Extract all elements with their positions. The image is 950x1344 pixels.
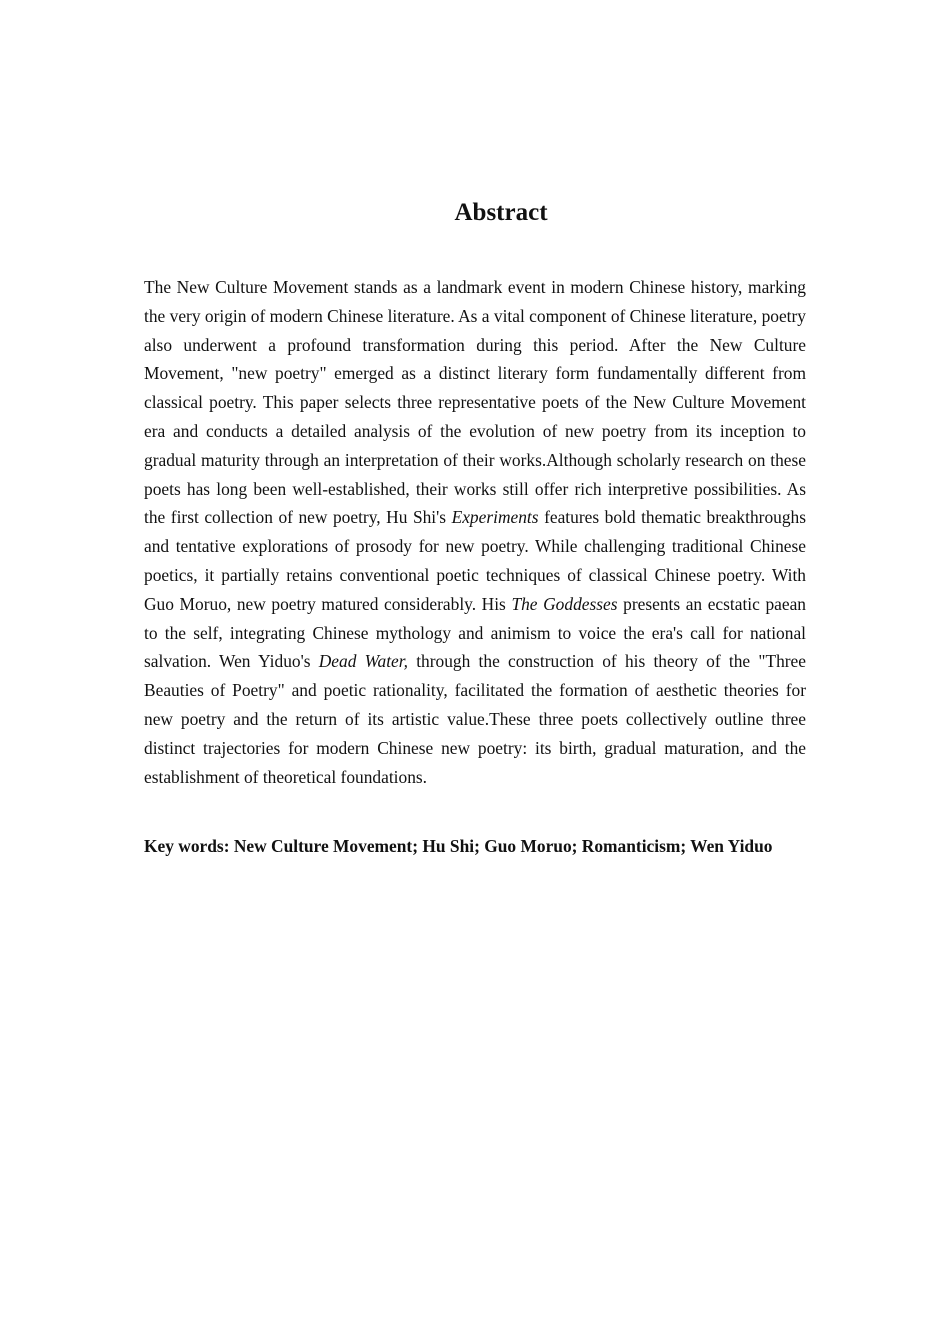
book-title-dead-water: Dead Water,	[318, 651, 408, 672]
abstract-text-part-2: features bold thematic breakthroughs and tentative explorations of prosody for new poetry. While challenging traditional Chinese poetics, it partially retains conventional poetic techniques of classical Chinese poetry. With Guo Moruo, new poetry matured considerably. His	[144, 507, 806, 614]
abstract-text-part-4: through the construction of his theory of the "Three Beauties of Poetry" and poetic rationality, facilitated the formation of aesthetic theories for new poetry and the return of its artistic value.These three poets collectively outline three distinct trajectories for modern Chinese new poetry: its birth, gradual maturation, and the establishment of theoretical foundations.	[144, 651, 806, 787]
book-title-experiments: Experiments	[451, 507, 539, 528]
abstract-body	[144, 273, 806, 791]
keywords-line: Key words: New Culture Movement; Hu Shi; Guo Moruo; Romanticism; Wen Yiduo	[144, 836, 773, 856]
abstract-text-part-1: The New Culture Movement stands as a landmark event in modern Chinese history, marking the very origin of modern Chinese literature. As a vital component of Chinese literature, poetry also underwent a profound transformation during this period. After the New Culture Movement, "new poetry" emerged as a distinct literary form fundamentally different from classical poetry. This paper selects three representative poets of the New Culture Movement era and conducts a detailed analysis of the evolution of new poetry from its inception to gradual maturity through an interpretation of their works.Although scholarly research on these poets has long been well-established, their works still offer rich interpretive possibilities. As the first collection of new poetry, Hu Shi's	[144, 277, 806, 528]
abstract-text-part-3: presents an ecstatic paean to the self, integrating Chinese mythology and animism to voice the era's call for national salvation. Wen Yiduo's	[144, 593, 806, 672]
abstract-title: Abstract	[454, 199, 548, 226]
book-title-the-goddesses: The Goddesses	[511, 593, 618, 614]
